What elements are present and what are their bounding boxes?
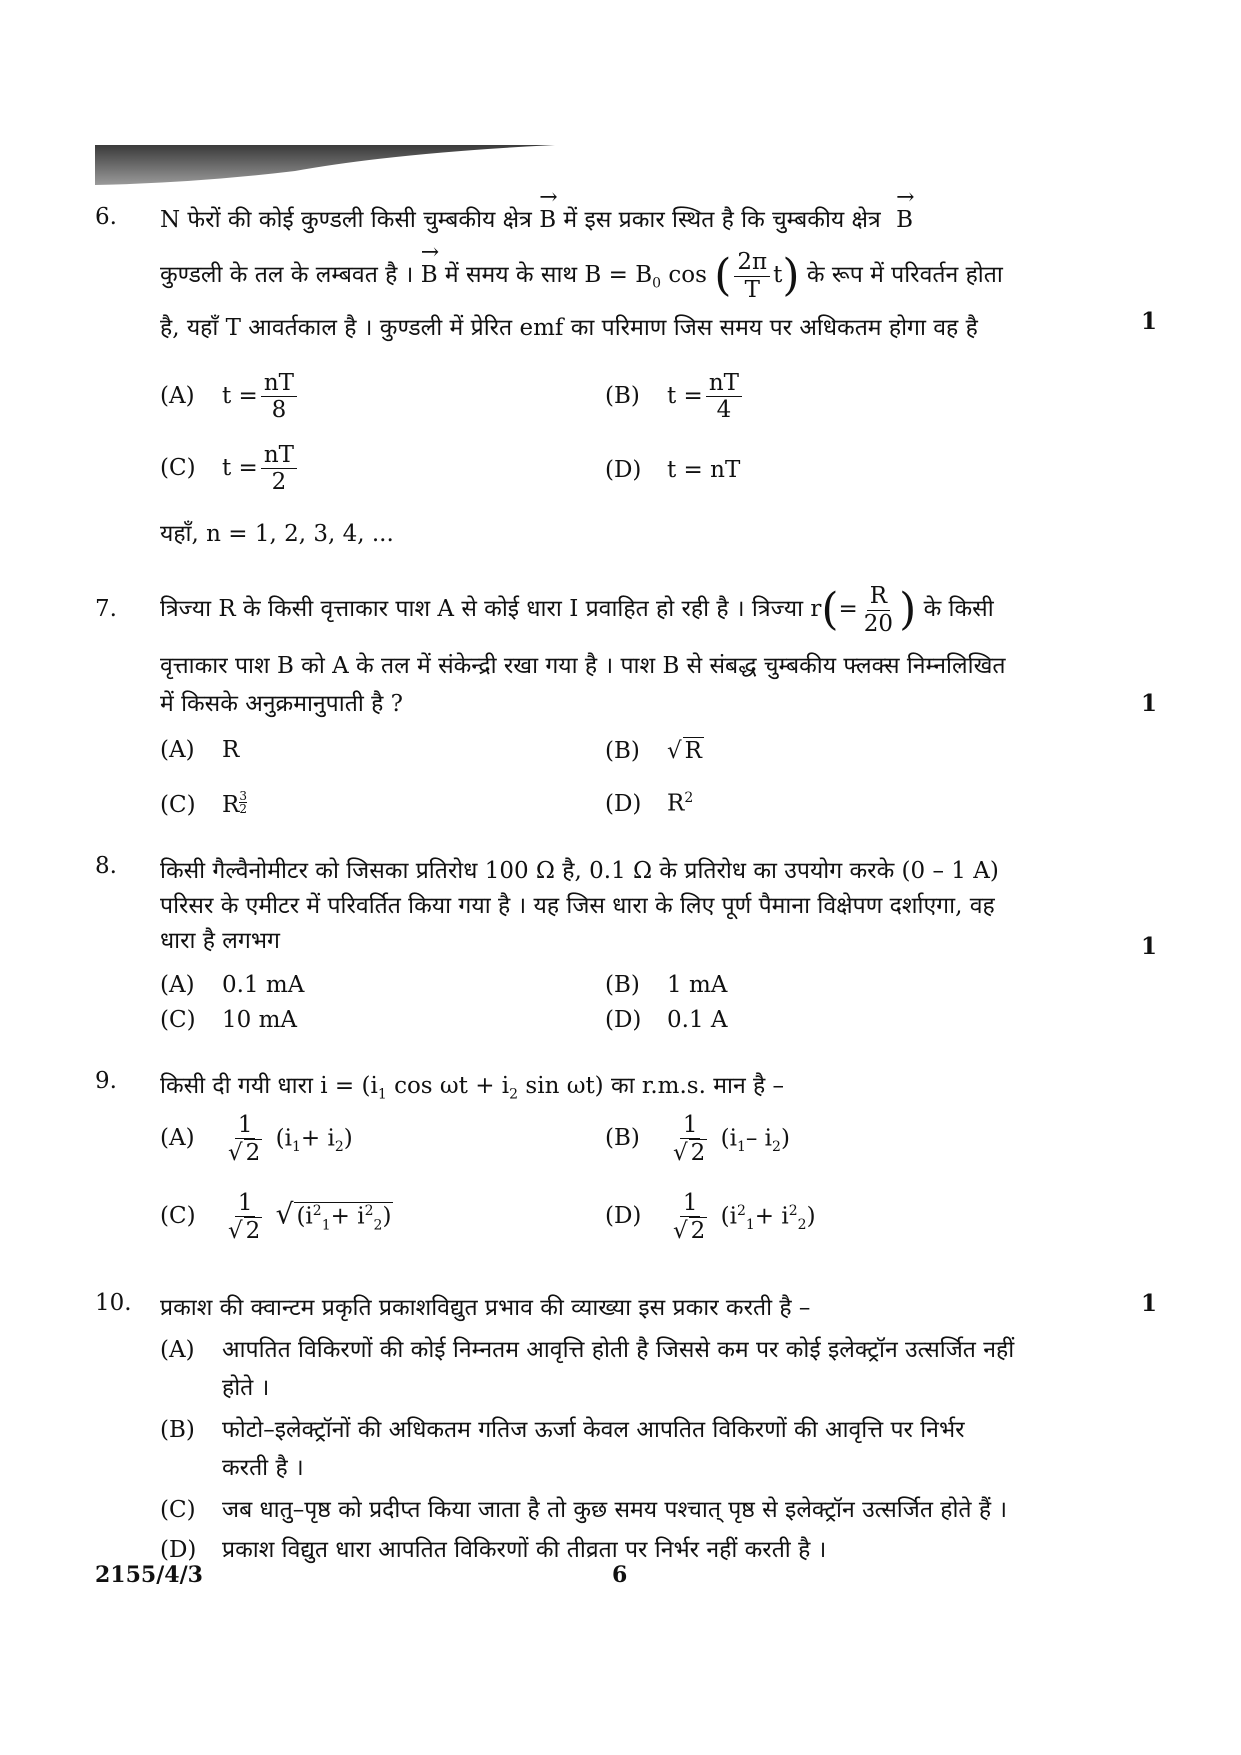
question-number: 7. [95, 596, 117, 622]
q6-text-line2d: के रूप में परिवर्तन होता [806, 262, 1003, 288]
fraction-denominator: √ 2 [673, 1140, 706, 1167]
option-label: (B) [605, 382, 640, 409]
fraction-denominator: √ 2 [228, 1218, 261, 1245]
subscript: 2 [334, 1139, 344, 1156]
option-text: R [222, 737, 240, 763]
fraction-denominator: 8 [271, 397, 287, 424]
superscript: 2 [364, 1202, 374, 1219]
option-label: (A) [160, 382, 195, 409]
left-paren: ( [714, 250, 732, 301]
option-text: 0.1 mA [222, 972, 305, 998]
right-paren: ) [782, 250, 800, 301]
q8-option-d [605, 1007, 728, 1033]
sqrt-value: 2 [690, 1218, 706, 1245]
option-text: (i [275, 1125, 292, 1152]
option-label: (C) [160, 454, 196, 481]
q10-option-a-cont [222, 1370, 269, 1402]
fraction [706, 370, 742, 424]
q7-text-line2: वृत्ताकार पाश B को A के तल में संकेन्द्री रखा गया है । पाश B से संबद्ध चुम्बकीय फ्लक्स निम्नलिखित [160, 653, 1006, 679]
q6-option-d [605, 457, 740, 483]
option-text: ) [343, 1125, 353, 1152]
right-paren: ) [899, 584, 917, 635]
fraction-numerator: 2π [734, 249, 770, 276]
page-number: 6 [612, 1562, 628, 1588]
option-text: (i [720, 1125, 737, 1152]
q10-option-b [160, 1412, 965, 1444]
option-text: – i [745, 1125, 773, 1152]
option-label: (B) [605, 1125, 640, 1152]
option-text: + i [754, 1203, 789, 1230]
q7-option-b [605, 737, 704, 764]
fraction [225, 1112, 265, 1167]
q6-option-b [605, 370, 745, 424]
option-text: t = nT [667, 457, 741, 483]
q7-option-c [160, 790, 247, 818]
q6-text-line2a: कुण्डली के तल के लम्बवत है । [160, 262, 414, 288]
q6-option-a [160, 370, 300, 424]
sqrt-value: 2 [245, 1218, 261, 1245]
option-label: (D) [605, 1203, 642, 1230]
subscript: 2 [772, 1139, 781, 1156]
q7-text-line1b: के किसी [923, 596, 994, 622]
option-label: (D) [605, 1007, 642, 1033]
q10-option-b-cont [222, 1450, 304, 1482]
left-paren: ( [821, 584, 839, 635]
option-label: (B) [605, 738, 640, 764]
question-number: 8. [95, 853, 117, 879]
exponent-numerator: 3 [239, 789, 247, 803]
option-text: t = [222, 454, 258, 481]
option-label: (D) [605, 790, 642, 817]
fraction [861, 583, 896, 637]
option-label: (C) [160, 1497, 196, 1523]
q10-text: प्रकाश की क्वान्टम प्रकृति प्रकाशविद्युत प्रभाव की व्याख्या इस प्रकार करती है – [160, 1295, 811, 1321]
q9-option-d [605, 1190, 816, 1245]
subscript: 1 [377, 1086, 387, 1103]
option-label: (D) [605, 457, 642, 483]
subscript: 1 [736, 1139, 746, 1156]
q6-text-line1: N फेरों की कोई कुण्डली किसी चुम्बकीय क्षेत्र [160, 207, 532, 233]
option-text: करती है । [222, 1455, 304, 1481]
option-text: फोटो–इलेक्ट्रॉनों की अधिकतम गतिज ऊर्जा केवल आपतित विकिरणों की आवृत्ति पर निर्भर [222, 1417, 965, 1443]
q6-text-line3: है, यहाँ T आवर्तकाल है । कुण्डली में प्रेरित emf का परिमाण जिस समय पर अधिकतम होगा वह है [160, 315, 978, 341]
option-text: + i [300, 1125, 335, 1152]
q7-option-d [605, 790, 693, 817]
q9-text: sin ωt) का r.m.s. मान है – [525, 1073, 785, 1099]
option-label: (A) [160, 1337, 195, 1363]
fraction [225, 1190, 265, 1245]
equals-sign: = [838, 596, 858, 622]
fraction-denominator: 2 [271, 469, 287, 496]
fraction-numerator: 1 [680, 1190, 701, 1217]
option-text: ) [382, 1203, 392, 1230]
question-number: 9. [95, 1068, 117, 1094]
fraction-numerator: R [867, 583, 890, 610]
q9-option-a [160, 1112, 353, 1167]
exponent-denominator: 2 [239, 802, 247, 816]
subscript: 1 [291, 1139, 301, 1156]
q9-text: cos ωt + i [394, 1073, 510, 1099]
question-number: 6. [95, 204, 117, 230]
subscript: 2 [509, 1086, 519, 1103]
option-text: t = [667, 382, 703, 409]
q8-text-line2: परिसर के एमीटर में परिवर्तित किया गया है । यह जिस धारा के लिए पूर्ण पैमाना विक्षेपण दर्शाएगा, वह [160, 893, 995, 919]
fraction [670, 1190, 710, 1245]
header-bar [95, 145, 555, 185]
subscript: 2 [373, 1217, 383, 1234]
q8-option-b [605, 972, 727, 998]
q7-text-line1: त्रिज्या R के किसी वृत्ताकार पाश A से कोई धारा I प्रवाहित हो रही है । त्रिज्या r [160, 596, 822, 622]
option-text: (i [296, 1203, 313, 1230]
marks: 1 [1140, 308, 1157, 335]
q10-option-a [160, 1332, 1014, 1364]
option-label: (A) [160, 972, 195, 998]
superscript: 2 [736, 1202, 746, 1219]
vector-b: → B [539, 196, 556, 244]
option-label: (D) [160, 1537, 197, 1563]
marks: 1 [1140, 1290, 1157, 1317]
variable-t: t [773, 262, 783, 288]
fraction-numerator: 1 [235, 1190, 256, 1217]
option-text: प्रकाश विद्युत धारा आपतित विकिरणों की तीव्रता पर निर्भर नहीं करती है । [222, 1537, 827, 1563]
option-text: ) [806, 1203, 816, 1230]
fraction-denominator: T [744, 276, 760, 303]
marks: 1 [1140, 690, 1157, 717]
option-label: (C) [160, 1203, 196, 1230]
fraction [261, 370, 297, 424]
fraction-denominator: √ 2 [228, 1140, 261, 1167]
sqrt-value: 2 [245, 1140, 261, 1167]
q9-option-c [160, 1190, 393, 1245]
superscript: 2 [788, 1202, 798, 1219]
option-text: 0.1 A [667, 1007, 728, 1033]
sqrt-sign: √ [275, 1197, 294, 1231]
option-text: ) [780, 1125, 790, 1152]
exponent-fraction [239, 790, 247, 815]
q6-option-c [160, 442, 300, 496]
q10-option-d [160, 1532, 826, 1564]
option-label: (B) [160, 1417, 195, 1443]
fraction-numerator: nT [261, 442, 297, 469]
option-text: + i [330, 1203, 365, 1230]
option-text: 1 mA [667, 972, 728, 998]
fraction-numerator: 1 [680, 1112, 701, 1139]
option-label: (C) [160, 1007, 196, 1033]
marks: 1 [1140, 933, 1157, 960]
q8-option-c [160, 1007, 297, 1033]
option-text: जब धातु–पृष्ठ को प्रदीप्त किया जाता है तो कुछ समय पश्चात् पृष्ठ से इलेक्ट्रॉन उत्सर्जित होते हैं । [222, 1497, 1008, 1523]
option-label: (B) [605, 972, 640, 998]
option-text: आपतित विकिरणों की कोई निम्नतम आवृत्ति होती है जिससे कम पर कोई इलेक्ट्रॉन उत्सर्जित नहीं [222, 1337, 1015, 1363]
fraction [734, 249, 770, 303]
fraction-denominator: √ 2 [673, 1218, 706, 1245]
option-text: होते । [222, 1375, 270, 1401]
option-text: 10 mA [222, 1007, 297, 1033]
option-text: R [684, 738, 702, 764]
subscript: 1 [321, 1217, 331, 1234]
q8-option-a [160, 972, 304, 998]
option-text: R [222, 792, 240, 818]
question-number: 10. [95, 1290, 132, 1316]
q9-option-b [605, 1112, 790, 1167]
subscript: 1 [745, 1217, 755, 1234]
fraction-numerator: nT [261, 370, 297, 397]
option-label: (A) [160, 1125, 195, 1152]
q6-text-line2b: में समय के साथ B = B [444, 262, 653, 288]
fraction-numerator: nT [706, 370, 742, 397]
vector-b: → B [896, 196, 913, 244]
vector-b: → B [421, 244, 438, 306]
q7-text-line3: में किसके अनुक्रमानुपाती है ? [160, 691, 403, 717]
superscript: 2 [312, 1202, 322, 1219]
q8-text-line3: धारा है लगभग [160, 928, 280, 954]
option-text: (i [720, 1203, 737, 1230]
q9-text: किसी दी गयी धारा i = (i [160, 1073, 378, 1099]
q6-text-line1b: में इस प्रकार स्थित है कि चुम्बकीय क्षेत्र [563, 207, 881, 233]
q6-text-cos: cos [668, 262, 707, 288]
option-label: (A) [160, 737, 195, 763]
fraction-denominator: 20 [863, 610, 894, 637]
q10-option-c [160, 1492, 1007, 1524]
q6-note: यहाँ, n = 1, 2, 3, 4, ... [160, 521, 394, 547]
sqrt-sign: √ [667, 738, 682, 764]
question-6 [95, 196, 1155, 350]
option-label: (C) [160, 792, 196, 818]
q7-option-a [160, 737, 239, 763]
paper-code: 2155/4/3 [95, 1562, 203, 1588]
subscript: 2 [797, 1217, 807, 1234]
option-text: R [667, 790, 685, 817]
fraction [261, 442, 297, 496]
sqrt-value: 2 [690, 1140, 706, 1167]
sqrt-expression [294, 1202, 393, 1233]
option-text: t = [222, 382, 258, 409]
fraction-numerator: 1 [235, 1112, 256, 1139]
subscript: 0 [652, 275, 662, 292]
fraction-denominator: 4 [716, 397, 732, 424]
exponent: 2 [684, 790, 694, 806]
q8-text-line1: किसी गैल्वैनोमीटर को जिसका प्रतिरोध 100 Ω है, 0.1 Ω के प्रतिरोध का उपयोग करके (0 – 1 A) [160, 858, 999, 884]
fraction [670, 1112, 710, 1167]
